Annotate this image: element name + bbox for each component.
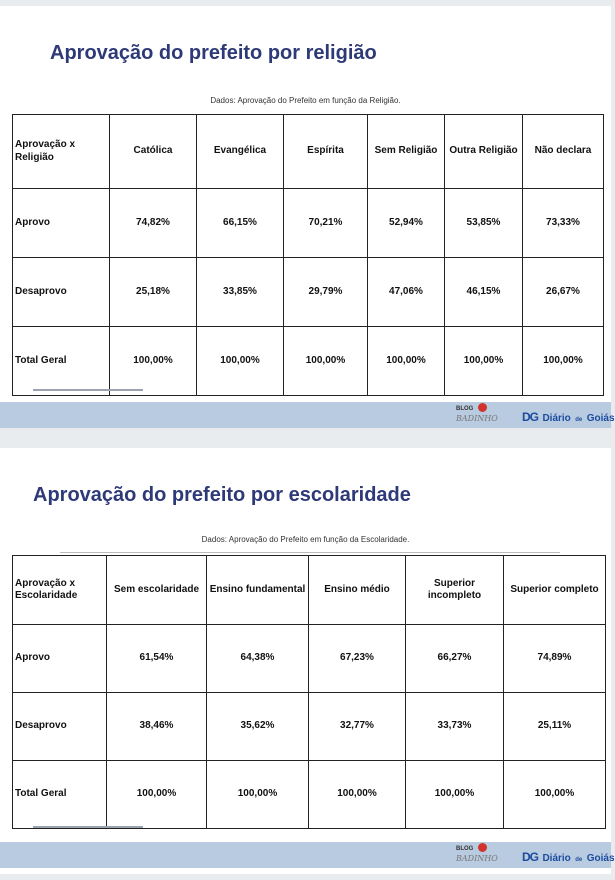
- dg-name-1: Diário: [542, 413, 571, 424]
- dg-logo-mark: DG: [522, 410, 538, 424]
- dg-name-de: de: [575, 857, 583, 863]
- table-row: [13, 761, 606, 829]
- table-cell: 33,73%: [406, 693, 504, 761]
- dg-name-2: Goiás: [586, 853, 615, 864]
- table-cell: 66,15%: [197, 189, 284, 258]
- religion-caption: Dados: Aprovação do Prefeito em função da Religião.: [210, 96, 401, 105]
- table-header-row: [13, 115, 604, 189]
- header-cell: Evangélica: [197, 115, 284, 189]
- table-row: [13, 625, 606, 693]
- header-cell: Não declara: [523, 115, 604, 189]
- table-cell: 25,11%: [504, 693, 606, 761]
- education-caption: Dados: Aprovação do Prefeito em função da Escolaridade.: [201, 535, 410, 544]
- table-cell: 53,85%: [445, 189, 523, 258]
- blog-badinho-logo: [456, 405, 500, 425]
- table-row: [13, 258, 604, 327]
- header-cell: Superior incompleto: [406, 556, 504, 625]
- table-cell: 66,27%: [406, 625, 504, 693]
- table-cell: 61,54%: [107, 625, 207, 693]
- row-label: Aprovo: [13, 189, 110, 258]
- diario-de-goias-logo: [522, 848, 615, 866]
- table-cell: 70,21%: [284, 189, 368, 258]
- table-cell: 100,00%: [110, 327, 197, 396]
- row-label: Total Geral: [13, 761, 107, 829]
- table-cell: 25,18%: [110, 258, 197, 327]
- blog-logo-name: BADINHO: [456, 414, 498, 423]
- blog-logo-top: BLOG: [456, 846, 474, 852]
- table-row: [13, 189, 604, 258]
- header-cell: Superior completo: [504, 556, 606, 625]
- table-cell: 100,00%: [368, 327, 445, 396]
- education-title: Aprovação do prefeito por escolaridade: [33, 484, 411, 506]
- table-cell: 74,89%: [504, 625, 606, 693]
- table-row: [13, 693, 606, 761]
- diario-de-goias-logo: [522, 408, 615, 426]
- table-cell: 38,46%: [107, 693, 207, 761]
- row-label: Total Geral: [13, 327, 110, 396]
- footer-band: [0, 402, 615, 428]
- blog-logo-name: BADINHO: [456, 854, 498, 863]
- row-label: Desaprovo: [13, 258, 110, 327]
- header-cell: Ensino médio: [309, 556, 406, 625]
- blog-dot-icon: [478, 843, 487, 852]
- dg-name-1: Diário: [542, 853, 571, 864]
- decorative-underline: [33, 389, 143, 391]
- table-cell: 64,38%: [207, 625, 309, 693]
- dg-name-de: de: [575, 417, 583, 423]
- table-cell: 33,85%: [197, 258, 284, 327]
- table-cell: 100,00%: [107, 761, 207, 829]
- header-cell: Espírita: [284, 115, 368, 189]
- header-cell: Sem Religião: [368, 115, 445, 189]
- row-label: Desaprovo: [13, 693, 107, 761]
- table-cell: 32,77%: [309, 693, 406, 761]
- table-cell: 100,00%: [504, 761, 606, 829]
- table-cell: 74,82%: [110, 189, 197, 258]
- table-cell: 73,33%: [523, 189, 604, 258]
- table-cell: 100,00%: [445, 327, 523, 396]
- table-cell: 29,79%: [284, 258, 368, 327]
- religion-slide: [0, 6, 615, 426]
- table-cell: 35,62%: [207, 693, 309, 761]
- table-cell: 100,00%: [523, 327, 604, 396]
- table-cell: 26,67%: [523, 258, 604, 327]
- dg-logo-mark: DG: [522, 850, 538, 864]
- header-cell: Outra Religião: [445, 115, 523, 189]
- caption-divider: [60, 552, 560, 553]
- blog-logo-top: BLOG: [456, 406, 474, 412]
- header-cell: Católica: [110, 115, 197, 189]
- table-cell: 52,94%: [368, 189, 445, 258]
- footer-band: [0, 842, 615, 868]
- header-cell: Aprovação x Religião: [13, 115, 110, 189]
- row-label: Aprovo: [13, 625, 107, 693]
- religion-table: [12, 114, 604, 396]
- blog-badinho-logo: [456, 845, 500, 865]
- decorative-underline: [33, 826, 143, 828]
- religion-title: Aprovação do prefeito por religião: [50, 42, 377, 64]
- table-row: [13, 327, 604, 396]
- table-header-row: [13, 556, 606, 625]
- table-cell: 100,00%: [207, 761, 309, 829]
- header-cell: Aprovação x Escolaridade: [13, 556, 107, 625]
- blog-dot-icon: [478, 403, 487, 412]
- table-cell: 100,00%: [197, 327, 284, 396]
- table-cell: 67,23%: [309, 625, 406, 693]
- table-cell: 100,00%: [406, 761, 504, 829]
- header-cell: Ensino fundamental: [207, 556, 309, 625]
- table-cell: 100,00%: [309, 761, 406, 829]
- table-cell: 100,00%: [284, 327, 368, 396]
- header-cell: Sem escolaridade: [107, 556, 207, 625]
- dg-name-2: Goiás: [586, 413, 615, 424]
- education-slide: [0, 448, 615, 874]
- table-cell: 46,15%: [445, 258, 523, 327]
- education-table: [12, 555, 606, 829]
- table-cell: 47,06%: [368, 258, 445, 327]
